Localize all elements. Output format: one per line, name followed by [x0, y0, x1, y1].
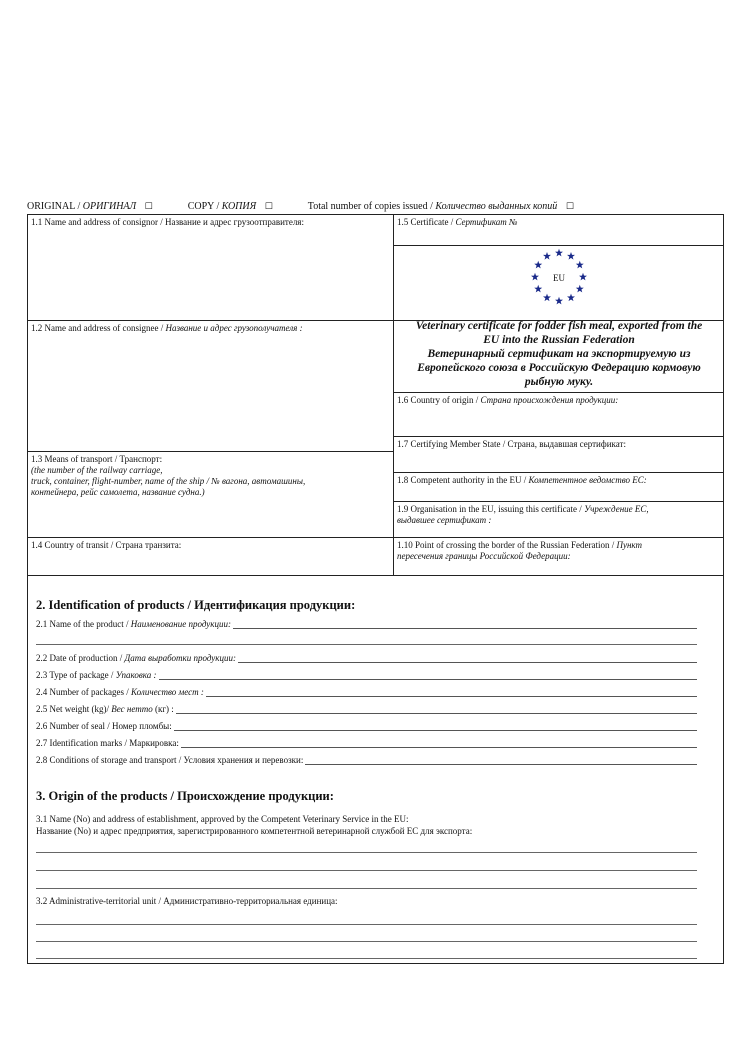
field-2-6-seal-number[interactable]	[36, 721, 697, 731]
field-1-10-label-ru: пересечения границы Российской Федерации:	[397, 551, 571, 561]
field-1-3-note: (the number of the railway carriage,	[31, 465, 163, 475]
field-1-5-label-ru: Сертификат №	[455, 217, 518, 227]
field-1-2-consignee[interactable]	[28, 321, 393, 336]
eu-star-icon	[567, 252, 575, 260]
field-1-4-transit[interactable]	[28, 538, 393, 553]
certificate-title-line: Veterinary certificate for fodder fish meal, exported from the	[415, 320, 703, 332]
eu-star-icon	[543, 294, 551, 302]
original-label: ORIGINAL /	[27, 201, 81, 212]
field-2-4-package-count[interactable]	[36, 687, 697, 697]
field-1-9-label: 1.9 Organisation in the EU, issuing this certificate /	[397, 504, 582, 514]
original-label-ru: ОРИГИНАЛ	[82, 201, 137, 212]
field-1-9-label-ru: Учреждение ЕС,	[584, 504, 649, 514]
copies-header-line	[27, 201, 574, 212]
total-copies-label: Total number of copies issued /	[307, 201, 433, 212]
eu-star-icon	[531, 273, 539, 281]
copy-checkbox[interactable]: ☐	[264, 202, 273, 212]
field-2-1-product-name[interactable]	[36, 619, 697, 629]
certificate-title-line: рыбную муку.	[524, 376, 594, 388]
field-2-7-identification-marks[interactable]	[36, 738, 697, 748]
eu-star-icon	[576, 261, 584, 269]
section-3-title: 3. Origin of the products / Происхождение продукции:	[36, 789, 334, 803]
field-1-3-transport[interactable]	[28, 452, 393, 500]
eu-star-icon	[543, 252, 551, 260]
field-3-1-fill-line[interactable]	[36, 888, 697, 889]
field-2-4-label-ru: Количество мест :	[130, 687, 204, 697]
total-copies-checkbox[interactable]: ☐	[565, 202, 574, 212]
total-copies-label-ru: Количество выданных копий	[435, 201, 558, 212]
field-2-6-label: 2.6 Number of seal / Номер пломбы:	[36, 721, 172, 731]
field-2-3-label: 2.3 Type of package /	[36, 670, 114, 680]
field-1-6-origin[interactable]	[394, 393, 724, 408]
field-2-8-label: 2.8 Conditions of storage and transport / Условия хранения и перевозки:	[36, 755, 304, 765]
field-1-2-label-ru: Название и адрес грузополучателя :	[165, 323, 303, 333]
certificate-title-line: EU into the Russian Federation	[483, 334, 635, 346]
part1-bottom-line	[28, 575, 724, 576]
eu-star-icon	[555, 249, 563, 257]
field-3-2-fill-line[interactable]	[36, 958, 697, 959]
field-3-2-label: 3.2 Administrative-territorial unit / Административно-территориальная единица:	[36, 896, 338, 906]
certificate-title	[394, 319, 724, 389]
eu-star-icon	[555, 297, 563, 305]
field-2-2-production-date[interactable]	[36, 653, 697, 663]
field-2-5-label-ru: Вес нетто	[111, 704, 153, 714]
copy-label-ru: КОПИЯ	[221, 201, 257, 212]
field-1-8-authority[interactable]	[394, 473, 724, 488]
field-1-10-label-ru: Пункт	[616, 540, 643, 550]
field-1-7-label: 1.7 Certifying Member State / Страна, выдавшая сертификат:	[397, 439, 626, 449]
field-3-2-fill-line[interactable]	[36, 924, 697, 925]
eu-star-icon	[567, 294, 575, 302]
certificate-form	[27, 214, 724, 964]
certificate-title-line: Европейского союза в Российскую Федерацию кормовую	[417, 362, 701, 374]
field-1-10-border-point[interactable]	[394, 538, 724, 564]
field-1-9-organisation[interactable]	[394, 502, 724, 528]
field-3-1-label: 3.1 Name (No) and address of establishment, approved by the Competent Veterinary Service in the EU:	[36, 814, 409, 824]
field-1-1-label: 1.1 Name and address of consignor / Название и адрес грузоотправителя:	[31, 217, 304, 227]
field-1-6-label-ru: Страна происхождения продукции:	[480, 395, 619, 405]
eu-star-icon	[534, 261, 542, 269]
field-1-5-certificate[interactable]	[394, 215, 724, 230]
field-2-7-label: 2.7 Identification marks / Маркировка:	[36, 738, 179, 748]
field-2-3-package-type[interactable]	[36, 670, 697, 680]
eu-label: EU	[553, 273, 565, 283]
field-2-1-label-ru: Наименование продукции:	[130, 619, 232, 629]
field-3-1-fill-line[interactable]	[36, 870, 697, 871]
field-2-2-label-ru: Дата выработки продукции:	[124, 653, 236, 663]
field-3-1-fill-line[interactable]	[36, 852, 697, 853]
eu-star-icon	[576, 285, 584, 293]
field-1-5-label: 1.5 Certificate /	[397, 217, 454, 227]
field-2-5-unit: (кг) :	[154, 704, 174, 714]
field-3-2-fill-line[interactable]	[36, 941, 697, 942]
field-2-3-label-ru: Упаковка :	[115, 670, 157, 680]
field-1-8-label: 1.8 Competent authority in the EU /	[397, 475, 527, 485]
field-2-5-net-weight[interactable]	[36, 704, 697, 714]
certificate-title-line: Ветеринарный сертификат на экспортируемую из	[427, 348, 691, 360]
field-1-3-label: 1.3 Means of transport / Транспорт:	[31, 454, 163, 464]
field-1-2-label: 1.2 Name and address of consignee /	[31, 323, 164, 333]
field-1-1-consignor[interactable]	[28, 215, 393, 230]
field-3-1-label-ru: Название (No) и адрес предприятия, зарегистрированного компетентной ветеринарной службой ЕС для экспорта:	[36, 826, 473, 836]
eu-star-icon	[579, 273, 587, 281]
field-2-8-storage-conditions[interactable]	[36, 755, 697, 765]
field-2-5-label: 2.5 Net weight (kg)/	[36, 704, 109, 714]
field-1-3-note: truck, container, flight-number, name of the ship / № вагона, автомашины,	[31, 476, 306, 486]
copy-label: COPY /	[187, 201, 220, 212]
field-1-9-label-ru: выдавшее сертификат :	[397, 515, 492, 525]
field-1-4-label: 1.4 Country of transit / Страна транзита:	[31, 540, 182, 550]
field-2-2-label: 2.2 Date of production /	[36, 653, 123, 663]
field-1-6-label: 1.6 Country of origin /	[397, 395, 479, 405]
eu-star-icon	[534, 285, 542, 293]
field-1-3-note: контейнера, рейс самолета, название судна.)	[31, 487, 205, 497]
fill-line	[36, 644, 697, 645]
original-checkbox[interactable]: ☐	[144, 202, 153, 212]
field-1-10-label: 1.10 Point of crossing the border of the Russian Federation /	[397, 540, 615, 550]
section-2-title: 2. Identification of products / Идентификация продукции:	[36, 598, 356, 612]
field-1-7-member-state[interactable]	[394, 437, 724, 452]
field-1-8-label-ru: Компетентное ведомство ЕС:	[528, 475, 647, 485]
eu-stars-emblem	[527, 245, 591, 309]
field-2-4-label: 2.4 Number of packages /	[36, 687, 129, 697]
field-2-1-label: 2.1 Name of the product /	[36, 619, 129, 629]
